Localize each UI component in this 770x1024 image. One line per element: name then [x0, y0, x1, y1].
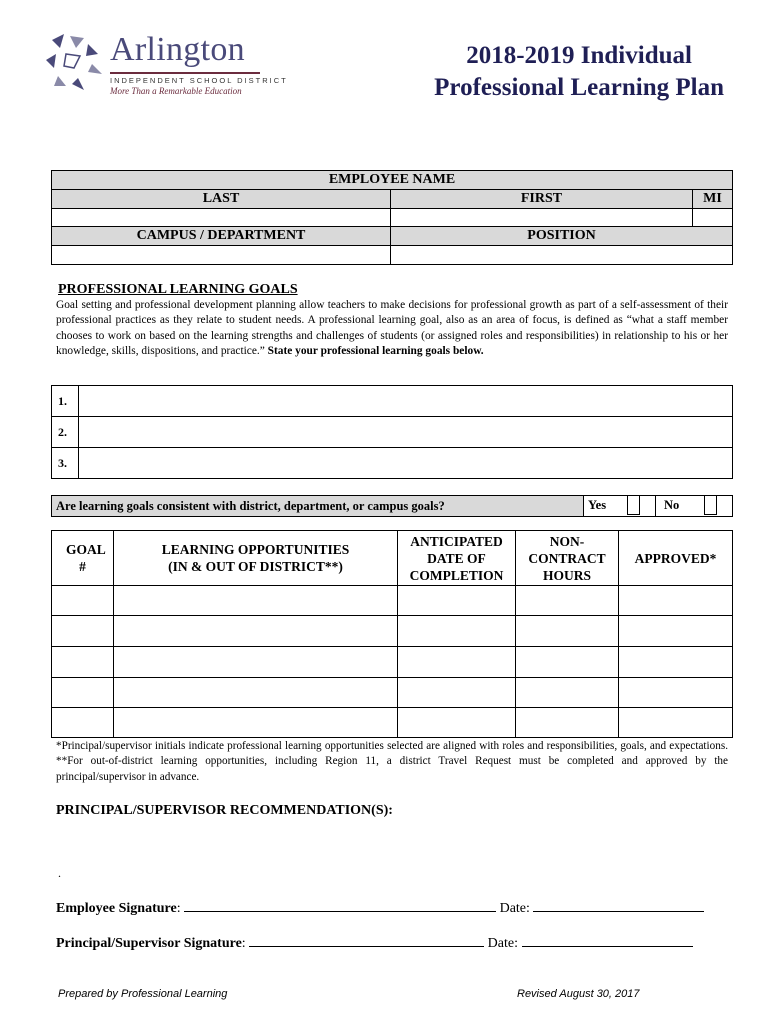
goal-field-3[interactable] [79, 448, 733, 479]
date-cell[interactable] [398, 616, 516, 647]
goal-cell[interactable] [52, 616, 114, 647]
footer-prepared-by: Prepared by Professional Learning [58, 988, 228, 1000]
yes-checkbox[interactable] [627, 496, 640, 516]
district-logo [44, 30, 288, 96]
learning-cell[interactable] [114, 647, 398, 678]
logo-tagline: More Than a Remarkable Education [110, 86, 242, 96]
col-non-contract-hours: NON-CONTRACT HOURS [516, 531, 619, 586]
mi-label: MI [693, 190, 733, 209]
employee-date-label: Date: [499, 901, 530, 916]
first-name-label: FIRST [391, 190, 693, 209]
position-field[interactable] [391, 246, 733, 265]
last-name-label: LAST [52, 190, 391, 209]
signature-colon: : [241, 936, 246, 951]
page-title [434, 40, 724, 104]
consistency-question: Are learning goals consistent with district, department, or campus goals? [52, 496, 584, 517]
goal-number: 1. [52, 386, 79, 417]
col-goal-number: GOAL # [52, 531, 114, 586]
date-cell[interactable] [398, 586, 516, 616]
goal-cell[interactable] [52, 708, 114, 738]
yes-label: Yes [588, 497, 607, 512]
no-checkbox[interactable] [704, 496, 717, 516]
star-triangles-icon [44, 32, 106, 92]
employee-name-heading: EMPLOYEE NAME [52, 171, 733, 190]
goals-section-title: PROFESSIONAL LEARNING GOALS [58, 282, 298, 297]
recommendation-marker: . [58, 866, 61, 880]
approved-cell[interactable] [619, 616, 733, 647]
employee-table [51, 170, 733, 265]
goal-field-1[interactable] [79, 386, 733, 417]
last-name-field[interactable] [52, 209, 391, 227]
approved-cell[interactable] [619, 647, 733, 678]
goal-number: 2. [52, 417, 79, 448]
campus-field[interactable] [52, 246, 391, 265]
consistency-row [51, 495, 733, 517]
employee-signature-line[interactable] [184, 900, 496, 912]
employee-signature-label: Employee Signature [56, 901, 177, 916]
learning-cell[interactable] [114, 616, 398, 647]
principal-signature-row [56, 935, 693, 952]
goal-cell[interactable] [52, 678, 114, 708]
goals-table [51, 385, 733, 479]
goals-paragraph: Goal setting and professional development planning allow teachers to make decisions for professional growth as part of a self-assessment of their professional practices as they relate to student needs. A professional learning goal, also as an area of focus, is defined as “what a staff member chooses to work on based on the learning strengths and challenges of students (or assigned roles and responsibilities) in relationship to his or her knowledge, skills, dispositions, and practice.” [56, 299, 728, 358]
principal-signature-label: Principal/Supervisor Signature [56, 936, 242, 951]
principal-date-label: Date: [487, 936, 518, 951]
footnote: *Principal/supervisor initials indicate professional learning opportunities selected are aligned with roles and responsibilities, goals, and expectations. **For out-of-district learning opportunities, including Region 11, a district Travel Request must be completed and approved by the principal/supervisor in advance. [56, 740, 728, 783]
hours-cell[interactable] [516, 647, 619, 678]
learning-cell[interactable] [114, 678, 398, 708]
col-learning-line-2: (IN & OUT OF DISTRICT**) [168, 559, 343, 574]
recommendation-heading: PRINCIPAL/SUPERVISOR RECOMMENDATION(S): [56, 803, 393, 818]
approved-cell[interactable] [619, 678, 733, 708]
approved-cell[interactable] [619, 586, 733, 616]
logo-name: Arlington [110, 31, 245, 68]
col-anticipated-date: ANTICIPATED DATE OF COMPLETION [398, 531, 516, 586]
goals-description [56, 298, 728, 360]
goal-cell[interactable] [52, 586, 114, 616]
hours-cell[interactable] [516, 708, 619, 738]
date-cell[interactable] [398, 647, 516, 678]
learning-cell[interactable] [114, 586, 398, 616]
hours-cell[interactable] [516, 616, 619, 647]
date-cell[interactable] [398, 678, 516, 708]
goals-instruction: State your professional learning goals below. [267, 345, 484, 358]
hours-cell[interactable] [516, 586, 619, 616]
footer-revised-date: Revised August 30, 2017 [517, 988, 640, 1000]
mi-field[interactable] [693, 209, 733, 227]
title-line-1: 2018-2019 Individual [466, 42, 692, 69]
col-approved: APPROVED* [619, 531, 733, 586]
principal-date-line[interactable] [522, 935, 693, 947]
no-label: No [664, 497, 680, 512]
learning-opportunities-table [51, 530, 733, 738]
signature-colon: : [176, 901, 181, 916]
logo-district: INDEPENDENT SCHOOL DISTRICT [110, 76, 288, 85]
col-learning-line-1: LEARNING OPPORTUNITIES [161, 542, 350, 557]
campus-label: CAMPUS / DEPARTMENT [52, 227, 391, 246]
approved-cell[interactable] [619, 708, 733, 738]
goal-cell[interactable] [52, 647, 114, 678]
goal-field-2[interactable] [79, 417, 733, 448]
first-name-field[interactable] [391, 209, 693, 227]
employee-date-line[interactable] [533, 900, 704, 912]
goal-number: 3. [52, 448, 79, 479]
learning-cell[interactable] [114, 708, 398, 738]
date-cell[interactable] [398, 708, 516, 738]
title-line-2: Professional Learning Plan [434, 74, 724, 101]
col-learning-opportunities [114, 531, 398, 586]
principal-signature-line[interactable] [249, 935, 484, 947]
employee-signature-row [56, 900, 704, 917]
position-label: POSITION [391, 227, 733, 246]
hours-cell[interactable] [516, 678, 619, 708]
logo-divider [110, 72, 260, 74]
